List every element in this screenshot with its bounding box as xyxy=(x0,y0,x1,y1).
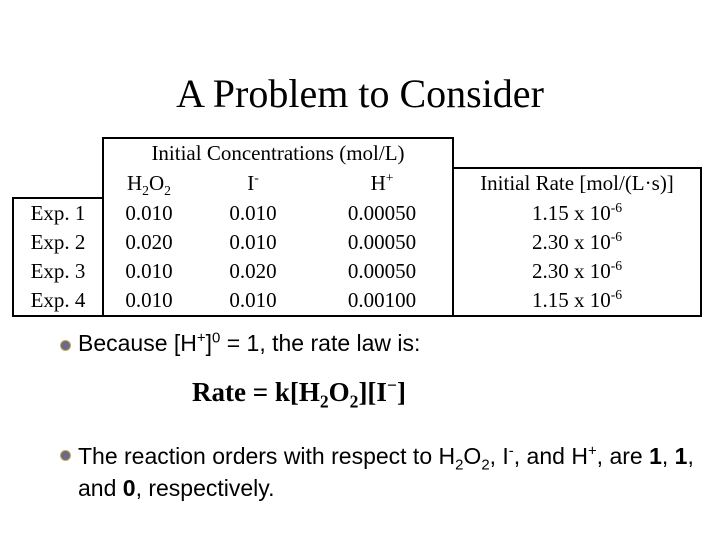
row-label: Exp. 1 xyxy=(13,198,103,228)
col-header-h2o2: $H_2O_2$ xyxy=(103,168,194,198)
group-header: Initial Concentrations (mol/L) xyxy=(103,138,453,168)
concentration-table xyxy=(12,137,702,317)
cell-hplus: 0.00050 xyxy=(312,228,453,257)
col-header-iodide: I- xyxy=(247,169,259,195)
table-row xyxy=(13,286,701,316)
table-column-header-row xyxy=(13,168,701,198)
row-label: Exp. 4 xyxy=(13,286,103,316)
bullet-reaction-orders: The reaction orders with respect to $H_2O_2$, I-, and H+, are 1, 1, and 0, respectively. xyxy=(78,440,708,504)
cell-hplus: 0.00100 xyxy=(312,286,453,316)
cell-h2o2: 0.010 xyxy=(103,198,194,228)
cell-iodide: 0.010 xyxy=(194,286,312,316)
row-label: Exp. 2 xyxy=(13,228,103,257)
rate-law-equation: Rate = $k[H_2O_2][I^-]$ xyxy=(192,375,406,412)
cell-hplus: 0.00050 xyxy=(312,198,453,228)
slide-title: A Problem to Consider xyxy=(176,71,544,116)
cell-h2o2: 0.010 xyxy=(103,286,194,316)
col-header-rate: Initial Rate [mol/(L·s)] xyxy=(453,168,701,198)
cell-h2o2: 0.020 xyxy=(103,228,194,257)
cell-hplus: 0.00050 xyxy=(312,257,453,286)
cell-iodide: 0.010 xyxy=(229,230,277,254)
table-group-header-row xyxy=(13,138,701,168)
table-row xyxy=(13,228,701,257)
table-row xyxy=(13,257,701,286)
bullet-dot-icon xyxy=(60,340,71,351)
table-row xyxy=(13,198,701,228)
bullet-dot-icon xyxy=(60,450,71,461)
cell-rate: 2.30 x $10^{-6}$ xyxy=(453,257,701,286)
cell-h2o2: 0.010 xyxy=(103,257,194,286)
cell-rate: 1.15 x $10^{-6}$ xyxy=(453,286,701,316)
cell-rate: 1.15 x $10^{-6}$ xyxy=(453,198,701,228)
bullet-rate-law-intro: Because $[H^+]^0 = 1$, the rate law is: xyxy=(78,330,698,357)
cell-rate: 2.30 x $10^{-6}$ xyxy=(453,228,701,257)
row-label: Exp. 3 xyxy=(13,257,103,286)
cell-iodide: 0.010 xyxy=(229,200,277,225)
cell-iodide: 0.020 xyxy=(229,259,277,283)
col-header-hplus: H+ xyxy=(312,168,453,198)
